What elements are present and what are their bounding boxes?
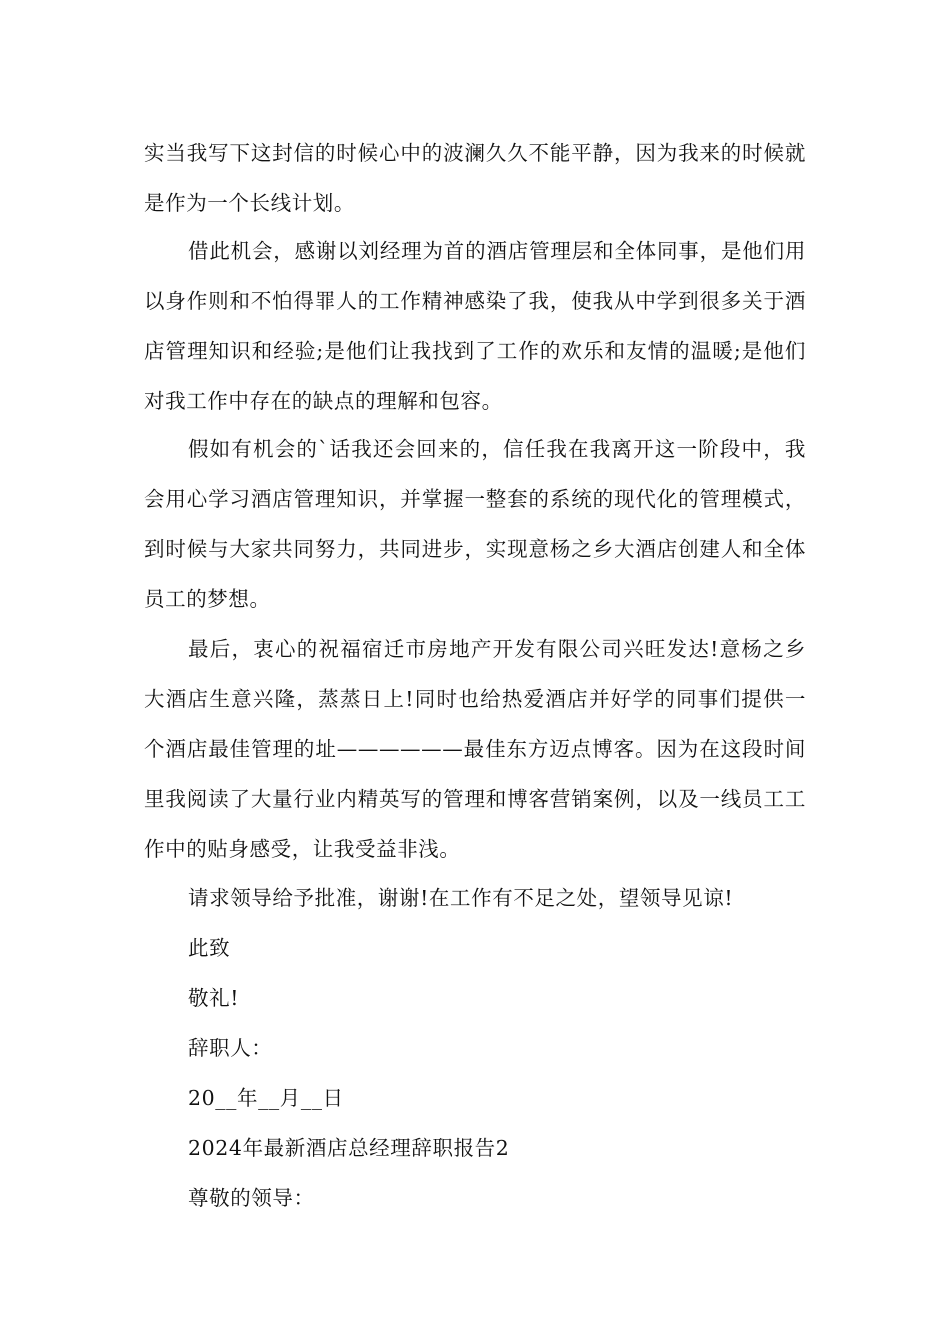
- paragraph-2: 借此机会，感谢以刘经理为首的酒店管理层和全体同事，是他们用以身作则和不怕得罪人的工作精神感染了我，使我从中学到很多关于酒店管理知识和经验;是他们让我找到了工作的欢乐和友情的温暖;是他们对我工作中存在的缺点的理解和包容。: [144, 239, 806, 413]
- section-title: 2024年最新酒店总经理辞职报告2: [188, 1136, 510, 1160]
- request-line: 请求领导给予批准，谢谢!在工作有不足之处，望领导见谅!: [188, 886, 734, 910]
- paragraph-1: 实当我写下这封信的时候心中的波澜久久不能平静，因为我来的时候就是作为一个长线计划。: [144, 141, 806, 215]
- date-line: 20__年__月__日: [188, 1086, 344, 1110]
- signature-label: 辞职人：: [188, 1036, 273, 1060]
- paragraph-3: 假如有机会的`话我还会回来的，信任我在我离开这一阶段中，我会用心学习酒店管理知识，并掌握一整套的系统的现代化的管理模式，到时候与大家共同努力，共同进步，实现意杨之乡大酒店创建人和全体员工的梦想。: [144, 437, 806, 611]
- salutation: 尊敬的领导：: [188, 1186, 315, 1210]
- paragraph-4: 最后，衷心的祝福宿迁市房地产开发有限公司兴旺发达!意杨之乡大酒店生意兴隆，蒸蒸日上!同时也给热爱酒店并好学的同事们提供一个酒店最佳管理的址——————最佳东方迈点博客。因为在这段时间里我阅读了大量行业内精英写的管理和博客营销案例，以及一线员工工作中的贴身感受，让我受益非浅。: [144, 637, 806, 861]
- closing-jingli: 敬礼!: [188, 986, 240, 1010]
- closing-cizhi: 此致: [188, 936, 231, 960]
